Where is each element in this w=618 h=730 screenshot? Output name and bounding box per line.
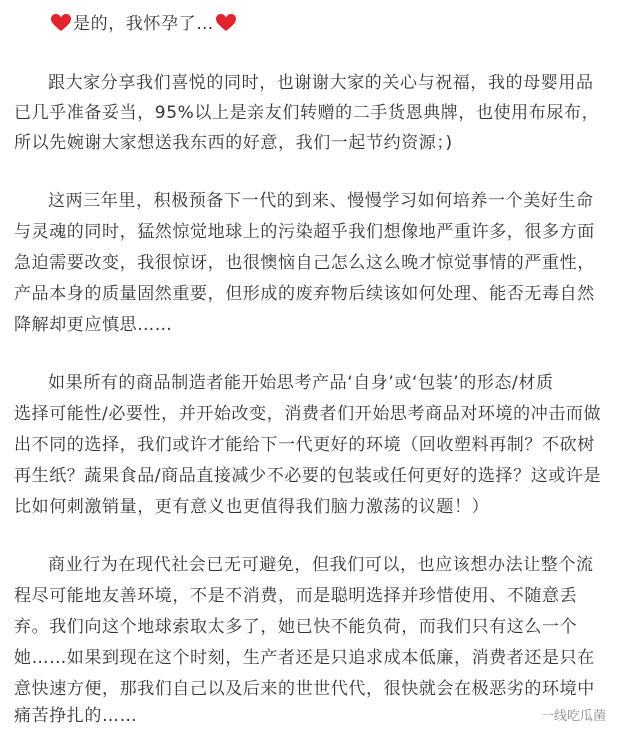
paragraph-line: 这两三年里，积极预备下一代的到来、慢慢学习如何培养一个美好生命	[48, 191, 594, 211]
paragraph-line: 与灵魂的同时，猛然惊觉地球上的污染超乎我们想像地严重许多，很多方面	[14, 222, 595, 242]
paragraph-line: 急迫需要改变，我很惊讶，也很懊恼自己怎么这么晚才惊觉事情的严重性，	[14, 253, 595, 273]
paragraph-line: 出不同的选择，我们或许才能给下一代更好的环境（回收塑料再制？不砍树	[14, 435, 595, 455]
paragraph-line: 再生纸？蔬果食品/商品直接减少不必要的包装或任何更好的选择？这或许是	[14, 466, 602, 486]
paragraph-line: 她……如果到现在这个时刻，生产者还是只追求成本低廉，消费者还是只在	[14, 648, 595, 668]
paragraph-line: 跟大家分享我们喜悦的同时，也谢谢大家的关心与祝福，我的母婴用品	[48, 73, 594, 93]
heading-text: 是的，我怀孕了…	[73, 14, 214, 34]
paragraph-line: 产品本身的质量固然重要，但形成的废弃物后续该如何处理、能否无毒自然	[14, 284, 595, 304]
paragraph-line: 商业行为在现代社会已无可避免，但我们可以，也应该想办法让整个流	[48, 555, 594, 575]
heart-icon	[216, 14, 236, 39]
watermark: 一线吃瓜菌	[540, 709, 606, 724]
heading	[51, 12, 236, 36]
paragraph-line: 选择可能性/必要性，并开始改变，消费者们开始思考商品对环境的冲击而做	[14, 404, 602, 424]
paragraph-line: 降解却更应慎思……	[14, 315, 173, 335]
paragraph-line: 程尽可能地友善环境，不是不消费，而是聪明选择并珍惜使用、不随意丢	[14, 586, 578, 606]
paragraph-line: 如果所有的商品制造者能开始思考产品‘自身’或‘包装’的形态/材质	[48, 373, 554, 393]
paragraph-line: 已几乎准备妥当，95%以上是亲友们转赠的二手货恩典牌，也使用布尿布，	[14, 103, 600, 123]
paragraph-line: 比如何刺激销量，更有意义也更值得我们脑力激荡的议题！）	[14, 497, 490, 517]
paragraph-line: 弃。我们向这个地球索取太多了，她已快不能负荷，而我们只有这么一个	[14, 617, 578, 637]
heart-icon	[51, 14, 71, 39]
paragraph-line: 意快速方便，那我们自己以及后来的世世代代，很快就会在极恶劣的环境中	[14, 679, 595, 699]
paragraph-line: 所以先婉谢大家想送我东西的好意，我们一起节约资源；)	[14, 133, 453, 153]
paragraph-line: 痛苦挣扎的……	[14, 706, 138, 726]
